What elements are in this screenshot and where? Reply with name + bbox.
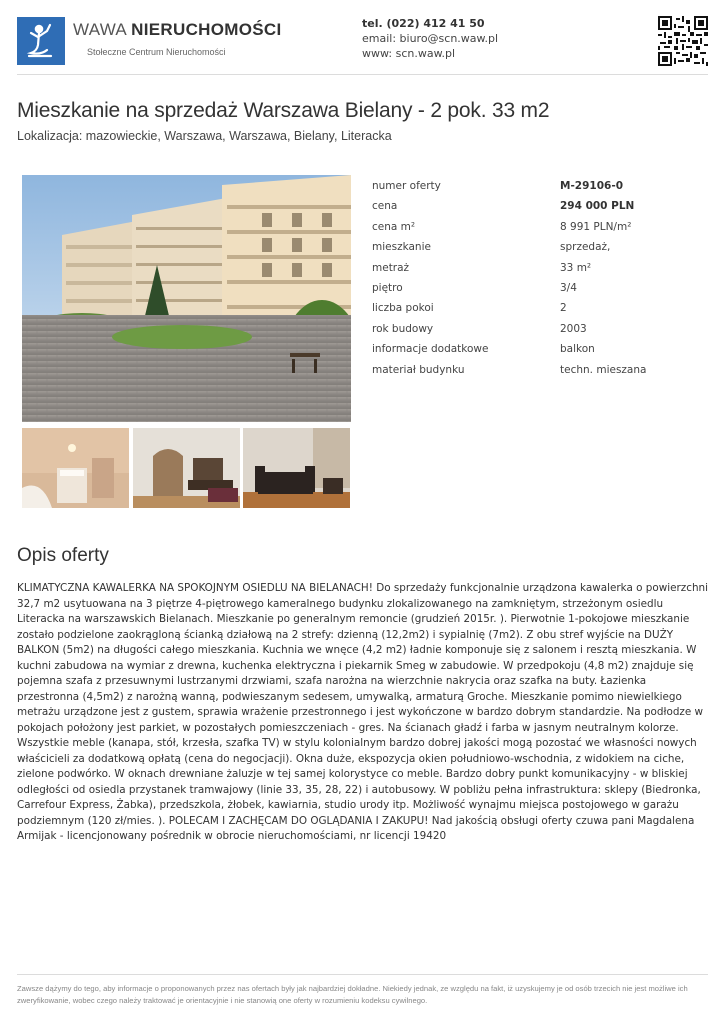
brand-subtitle: Stołeczne Centrum Nieruchomości [87, 47, 226, 57]
contact-website[interactable]: www: scn.waw.pl [362, 47, 456, 60]
qr-code-icon [658, 16, 708, 66]
detail-label: materiał budynku [372, 363, 465, 376]
page-title: Mieszkanie na sprzedaż Warszawa Bielany - 2 pok. 33 m2 [17, 99, 550, 122]
thumbnail-sofa-room[interactable] [243, 428, 350, 508]
detail-value: 8 991 PLN/m² [560, 220, 632, 233]
detail-value: 2 [560, 302, 567, 315]
detail-label: numer oferty [372, 180, 441, 192]
detail-row [372, 258, 712, 278]
detail-label: cena [372, 200, 398, 213]
detail-label: metraż [372, 261, 410, 274]
detail-label: mieszkanie [372, 241, 431, 254]
contact-email[interactable]: email: biuro@scn.waw.pl [362, 32, 499, 45]
offer-details-table [372, 176, 712, 380]
detail-label: cena m² [372, 220, 416, 233]
detail-value: sprzedaż, [560, 241, 611, 254]
detail-value: 294 000 PLN [560, 200, 635, 213]
detail-row [372, 298, 712, 318]
brand-name: WAWA NIERUCHOMOŚCI [73, 20, 282, 39]
description-text: KLIMATYCZNA KAWALERKA NA SPOKOJNYM OSIEDLU NA BIELANACH! Do sprzedaży funkcjonalnie urządzona kawalerka o powierzchni 32,7 m2 usytuowana na 3 piętrze 4-piętrowego kameralnego budynku zlokalizowanego na zamkniętym, strzeżonym osiedlu Literacka na warszawskich Bielanach. Mieszkanie po generalnym remoncie (grudzień 2015r. ). Pierwotnie 1-pokojowe mieszkanie zostało podzielone zaokrągloną ścianką działową na 2 strefy: dzienną (12,2m2) i sypialnię (7m2). Z obu stref wyjście na DUŻY BALKON (5m2) na długości całego mieszkania. Kuchnia we wnęce (4,2 m2) ładnie komponuje się z salonem i resztą mieszkania. W kuchni zabudowa na wymiar z drewna, kuchenka elektryczna i piekarnik Smeg w zabudowie. W przedpokoju (4,8 m2) znajduje się pojemna szafa z przesuwnymi lustrzanymi drzwiami, szafa narożna na wierzchnie nakrycia oraz szafka na buty. Łazienka przestronna (4,5m2) z narożną wanną, podwieszanym sedesem, umywalką, armaturą Groche. Mieszkanie pomimo niewielkiego metrażu urządzone jest z gustem, sprawia wrażenie przestronnego i jest wykończone w bardzo dobrym standardzie. Na podłodze w pokojach położony jest parkiet, w pozostałych pomieszczeniach - gres. Na ścianach gładź i farba w jasnym neutralnym kolorze. Wszystkie meble (kanapa, stół, krzesła, szafka TV) w stylu kolonialnym bardzo dobrej jakości mogą pozostać we własności nowych właścicieli za dodatkową opłatą (cena do negocjacji). Okna duże, ekspozycja okien południowo-wschodnia, z widokiem na ciche, zielone podwórko. W oknach drewniane żaluzje w tej samej kolorystyce co meble. Bardzo dobry punkt komunikacyjny - w bliskiej odległości od osiedla przystanek tramwajowy (linie 33, 35, 28, 22) i autobusowy. W pobliżu pełna infrastruktura: sklepy (Biedronka, Carrefour Express, Żabka), przedszkola, żłobek, kawiarnia, studio urody itp. Możliwość wynajmu miejsca postojowego w garażu podziemnym (120 zł/mies. ). POLECAM I ZACHĘCAM DO OGLĄDANIA I ZAKUPU! Nad jakością obsługi oferty czuwa pani Magdalena Armijak - licencjonowany pośrednik w obrocie nieruchomościami, nr licencji 19420 [17, 582, 709, 842]
detail-value: techn. mieszana [560, 363, 647, 376]
description-heading: Opis oferty [17, 545, 109, 566]
header-divider [17, 74, 708, 75]
detail-value: balkon [560, 343, 595, 356]
disclaimer-text: Zawsze dążymy do tego, aby informacje o proponowanych przez nas ofertach były jak najbardziej dokładne. Niekiedy jednak, ze względu na fakt, iż uzyskujemy je od osób trzecich nie jest możliwe ich zweryfikowanie, wobec czego należy traktować je orientacyjnie i nie stanowią one oferty w rozumieniu kodeksu cywilnego. [17, 984, 688, 1005]
detail-label: piętro [372, 281, 403, 294]
contact-phone[interactable]: tel. (022) 412 41 50 [362, 17, 485, 30]
detail-value: M-29106-0 [560, 180, 623, 192]
contact-block [362, 16, 498, 61]
detail-row [372, 360, 712, 380]
detail-value: 2003 [560, 322, 587, 335]
detail-label: rok budowy [372, 322, 434, 335]
detail-row [372, 176, 712, 196]
footer-divider [17, 974, 708, 975]
mermaid-logo-icon[interactable] [17, 17, 65, 65]
detail-row [372, 319, 712, 339]
detail-row [372, 237, 712, 257]
detail-row [372, 217, 712, 237]
location-line: Lokalizacja: mazowieckie, Warszawa, Warszawa, Bielany, Literacka [17, 129, 392, 143]
main-photo-building[interactable] [22, 175, 351, 422]
detail-row [372, 278, 712, 298]
detail-label: liczba pokoi [372, 302, 434, 315]
detail-label: informacje dodatkowe [372, 343, 489, 356]
thumbnail-bathroom[interactable] [22, 428, 129, 508]
detail-value: 3/4 [560, 281, 577, 294]
thumbnail-living-room[interactable] [133, 428, 240, 508]
page-header [0, 0, 725, 74]
detail-value: 33 m² [560, 261, 592, 274]
detail-row [372, 339, 712, 359]
detail-row [372, 196, 712, 216]
